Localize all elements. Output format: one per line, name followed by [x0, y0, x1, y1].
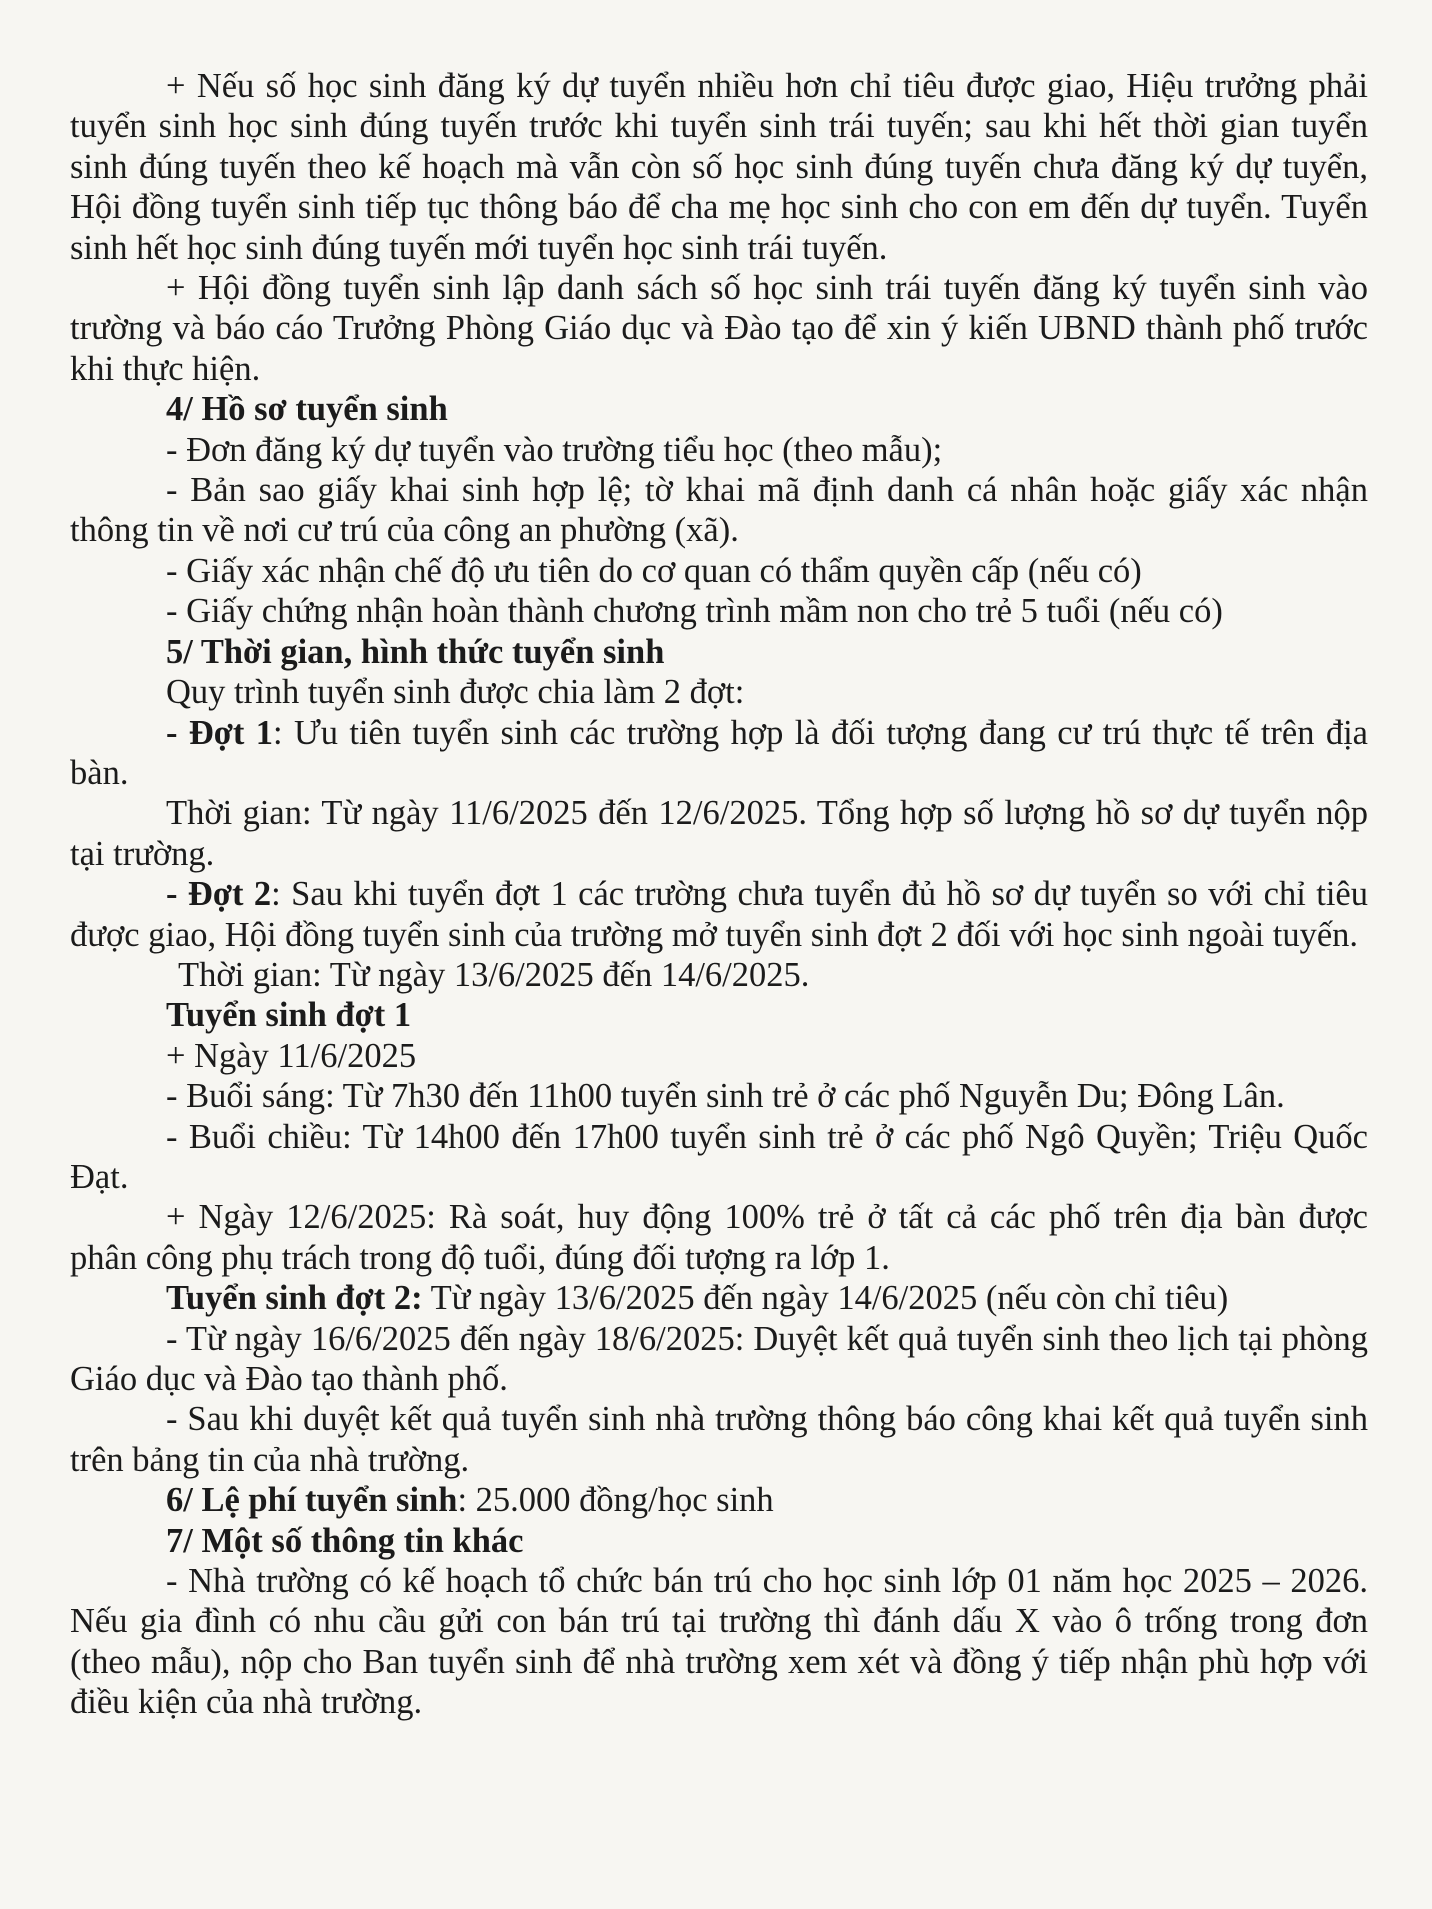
round-1-time: Thời gian: Từ ngày 11/6/2025 đến 12/6/2025. Tổng hợp số lượng hồ sơ dự tuyển nộp tại trường.	[70, 794, 1368, 873]
paragraph-quota-rule: + Nếu số học sinh đăng ký dự tuyển nhiều hơn chỉ tiêu được giao, Hiệu trưởng phải tuyển sinh học sinh đúng tuyến trước khi tuyển sinh trái tuyến; sau khi hết thời gian tuyển sinh đúng tuyến theo kế hoạch mà vẫn còn số học sinh đúng tuyến chưa đăng ký dự tuyển, Hội đồng tuyển sinh tiếp tục thông báo để cha mẹ học sinh cho con em đến dự tuyển. Tuyển sinh hết học sinh đúng tuyến mới tuyển học sinh trái tuyến.	[70, 67, 1368, 267]
round-2-text: : Sau khi tuyển đợt 1 các trường chưa tuyển đủ hồ sơ dự tuyển so với chỉ tiêu được giao, Hội đồng tuyển sinh của trường mở tuyển sinh đợt 2 đối với học sinh ngoài tuyến.	[70, 875, 1368, 954]
section-7-boarding: - Nhà trường có kế hoạch tổ chức bán trú cho học sinh lớp 01 năm học 2025 – 2026. Nếu gia đình có nhu cầu gửi con bán trú tại trường thì đánh dấu X vào ô trống trong đơn (theo mẫu), nộp cho Ban tuyển sinh để nhà trường xem xét và đồng ý tiếp nhận phù hợp với điều kiện của nhà trường.	[70, 1562, 1368, 1722]
round-1-day-1: + Ngày 11/6/2025	[166, 1036, 417, 1075]
round-1-afternoon: - Buổi chiều: Từ 14h00 đến 17h00 tuyển sinh trẻ ở các phố Ngô Quyền; Triệu Quốc Đạt.	[70, 1117, 1368, 1196]
round-2-schedule	[70, 1278, 1368, 1318]
s4-item-birth-certificate: - Bản sao giấy khai sinh hợp lệ; tờ khai mã định danh cá nhân hoặc giấy xác nhận thông tin về nơi cư trú của công an phường (xã).	[70, 471, 1368, 550]
s4-item-priority-certificate: - Giấy xác nhận chế độ ưu tiên do cơ quan có thẩm quyền cấp (nếu có)	[166, 551, 1142, 590]
section-6-title: 6/ Lệ phí tuyển sinh	[166, 1481, 458, 1520]
paragraph-out-of-area-list: + Hội đồng tuyển sinh lập danh sách số học sinh trái tuyến đăng ký tuyển sinh vào trường và báo cáo Trưởng Phòng Giáo dục và Đào tạo để xin ý kiến UBND thành phố trước khi thực hiện.	[70, 269, 1368, 388]
section-6-fee	[70, 1480, 1368, 1520]
round-1-text: : Ưu tiên tuyển sinh các trường hợp là đối tượng đang cư trú thực tế trên địa bàn.	[70, 713, 1368, 792]
s4-item-application-form: - Đơn đăng ký dự tuyển vào trường tiểu học (theo mẫu);	[166, 430, 943, 469]
section-5-title: 5/ Thời gian, hình thức tuyển sinh	[166, 632, 665, 671]
round-2-review: - Từ ngày 16/6/2025 đến ngày 18/6/2025: Duyệt kết quả tuyển sinh theo lịch tại phòng Giáo dục và Đào tạo thành phố.	[70, 1319, 1368, 1398]
section-7-title: 7/ Một số thông tin khác	[166, 1521, 524, 1560]
s4-item-preschool-certificate: - Giấy chứng nhận hoàn thành chương trình mầm non cho trẻ 5 tuổi (nếu có)	[166, 592, 1223, 631]
section-4-title: 4/ Hồ sơ tuyển sinh	[166, 390, 448, 429]
section-6-value: : 25.000 đồng/học sinh	[457, 1481, 774, 1520]
round-2-schedule-text: Từ ngày 13/6/2025 đến ngày 14/6/2025 (nếu còn chỉ tiêu)	[422, 1279, 1229, 1318]
round-1-morning: - Buổi sáng: Từ 7h30 đến 11h00 tuyển sinh trẻ ở các phố Nguyễn Du; Đông Lân.	[166, 1077, 1285, 1116]
round-2-announce: - Sau khi duyệt kết quả tuyển sinh nhà trường thông báo công khai kết quả tuyển sinh trên bảng tin của nhà trường.	[70, 1400, 1368, 1479]
round-1-day-2: + Ngày 12/6/2025: Rà soát, huy động 100% trẻ ở tất cả các phố trên địa bàn được phân công phụ trách trong độ tuổi, đúng đối tượng ra lớp 1.	[70, 1198, 1368, 1277]
s5-intro: Quy trình tuyển sinh được chia làm 2 đợt:	[166, 673, 745, 712]
round-1-description	[70, 713, 1368, 794]
round-2-description	[70, 874, 1368, 955]
round-2-label: - Đợt 2	[166, 875, 272, 914]
round-2-schedule-label: Tuyển sinh đợt 2:	[166, 1279, 423, 1318]
round-1-schedule-title: Tuyển sinh đợt 1	[166, 996, 412, 1035]
round-2-time: Thời gian: Từ ngày 13/6/2025 đến 14/6/2025.	[178, 955, 810, 994]
round-1-label: - Đợt 1	[166, 713, 273, 752]
